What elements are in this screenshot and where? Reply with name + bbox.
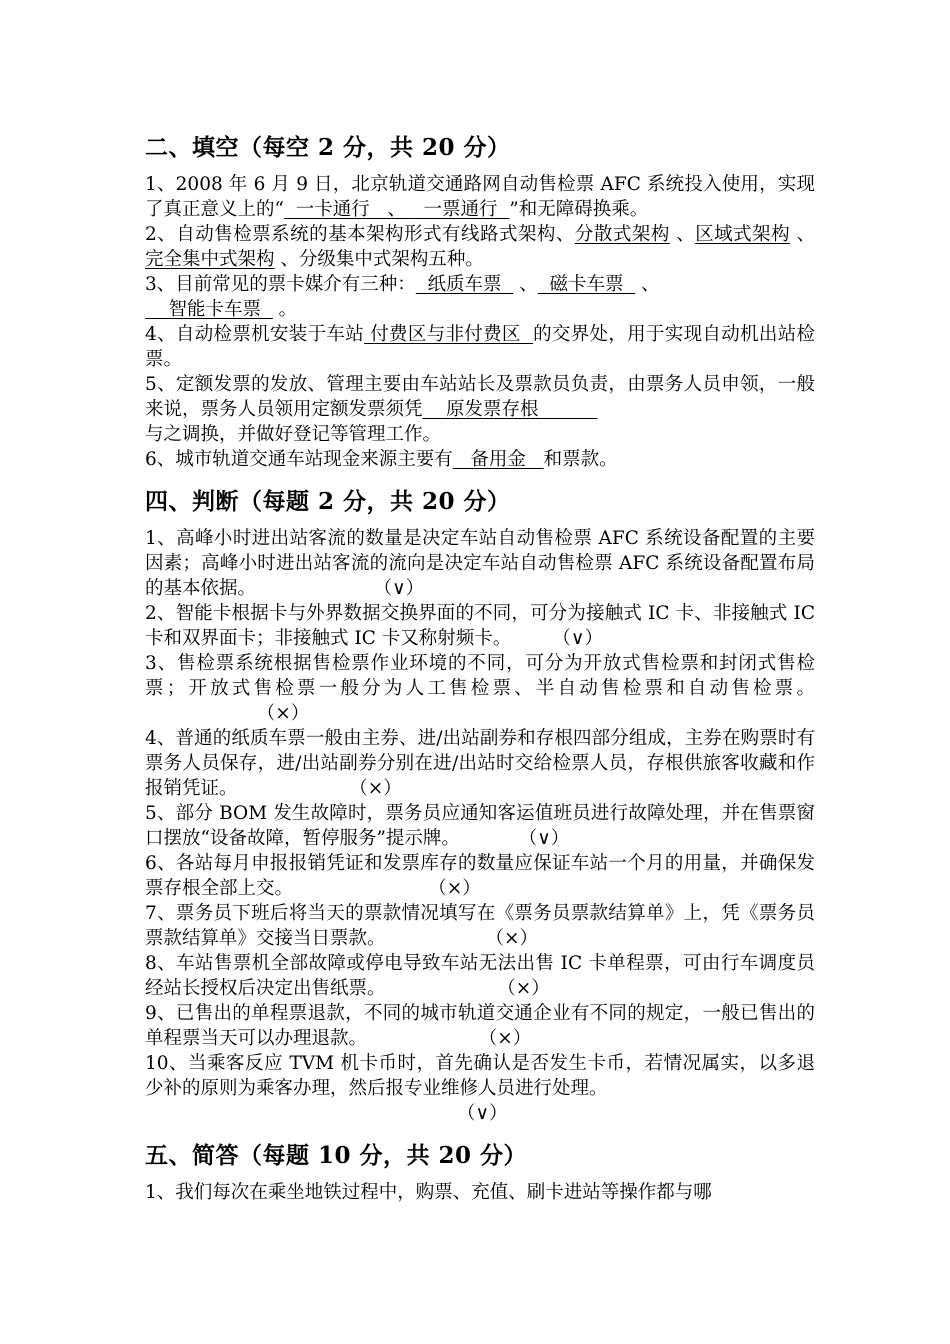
judge-item-mark: （∨）: [457, 1103, 508, 1124]
judge-item-mark: （×）: [428, 878, 481, 899]
fill-question-3: [145, 272, 815, 322]
fill-q4-text: 4、自动检票机安装于车站: [145, 324, 365, 345]
judge-item-3: [145, 651, 815, 726]
judge-item-text: 7、票务员下班后将当天的票款情况填写在《票务员票款结算单》上，凭《票务员票款结算单》交接当日票款。: [145, 903, 815, 949]
judge-item-8: [145, 951, 815, 1001]
fill-q2-text-end: 、分级集中式架构五种。: [274, 249, 484, 270]
judge-item-mark: （∨）: [552, 628, 603, 649]
judge-item-9: [145, 1001, 815, 1051]
fill-q1-answer-b: 一票通行: [411, 199, 510, 220]
fill-q4-text-end: 的交界处，用于实现自动机出站检票。: [145, 324, 815, 370]
fill-q2-answer-a: 分散式架构: [574, 224, 670, 245]
judge-item-mark: （×）: [478, 1028, 532, 1049]
fill-q3-sep1: 、: [513, 274, 538, 295]
judge-item-text: 5、部分 BOM 发生故障时，票务员应通知客运值班员进行故障处理，并在售票窗口摆放“设备故障，暂停服务”提示牌。: [145, 803, 815, 849]
judge-item-text: 8、车站售票机全部故障或停电导致车站无法出售 IC 卡单程票，可由行车调度员经站长授权后决定出售纸票。: [145, 953, 815, 999]
fill-question-1: [145, 172, 815, 222]
judge-item-text: 1、高峰小时进出站客流的数量是决定车站自动售检票 AFC 系统设备配置的主要因素；高峰小时进出站客流的流向是决定车站自动售检票 AFC 系统设备配置布局的基本依据。: [145, 528, 815, 599]
judge-item-7: [145, 901, 815, 951]
fill-q2-sep2: 、: [790, 224, 815, 245]
fill-q3-text-end: 。: [272, 299, 298, 320]
fill-q6-text-end: 和票款。: [543, 449, 618, 470]
judge-item-mark: （×）: [485, 928, 539, 949]
fill-question-5: [145, 372, 815, 447]
fill-q2-text: 2、自动售检票系统的基本架构形式有线路式架构、: [145, 224, 575, 245]
fill-q6-text: 6、城市轨道交通车站现金来源主要有: [145, 449, 453, 470]
fill-question-2: [145, 222, 815, 272]
judge-item-text: 4、普通的纸质车票一般由主券、进/出站副券和存根四部分组成，主券在购票时有票务人员保存，进/出站副券分别在进/出站时交给检票人员，存根供旅客收藏和作报销凭证。: [145, 728, 815, 799]
fill-q5-text-end: 与之调换，并做好登记等管理工作。: [145, 424, 442, 445]
fill-question-4: [145, 322, 815, 372]
fill-q1-text-end: ”和无障碍换乘。: [509, 199, 649, 220]
short-question-1: 1、我们每次在乘坐地铁过程中，购票、充值、刷卡进站等操作都与哪: [145, 1182, 712, 1203]
judge-item-1: [145, 526, 815, 601]
fill-q3-answer-b: 磁卡车票: [537, 274, 636, 295]
document-page: [145, 132, 815, 1205]
fill-q1-separator: 、: [381, 199, 412, 220]
fill-q4-answer: 付费区与非付费区: [364, 324, 534, 345]
judge-item-10: [145, 1051, 815, 1101]
judge-item-5: [145, 801, 815, 851]
fill-q5-answer: 原发票存根: [422, 399, 598, 420]
judge-item-text: 6、各站每月申报报销凭证和发票库存的数量应保证车站一个月的用量，并确保发票存根全部上交。: [145, 853, 815, 899]
section-short-heading: 五、简答（每题 10 分，共 20 分）: [145, 1142, 528, 1169]
section-fill-heading: 二、填空（每空 2 分，共 20 分）: [145, 134, 511, 161]
fill-q2-answer-c: 完全集中式架构: [145, 249, 275, 270]
judge-item-mark: （×）: [349, 778, 402, 799]
judge-item-text: 2、智能卡根据卡与外界数据交换界面的不同，可分为接触式 IC 卡、非接触式 IC 卡和双界面卡；非接触式 IC 卡又称射频卡。: [145, 603, 815, 649]
judge-item-10-mark-line: [145, 1101, 815, 1126]
fill-q3-answer-a: 纸质车票: [415, 274, 514, 295]
judge-item-mark: （×）: [256, 703, 310, 724]
fill-question-6: [145, 447, 815, 472]
judge-item-mark: （∨）: [373, 578, 425, 599]
fill-q3-text: 3、目前常见的票卡媒介有三种：: [145, 274, 416, 295]
judge-item-4: [145, 726, 815, 801]
section-judge-heading: 四、判断（每题 2 分，共 20 分）: [145, 488, 511, 515]
fill-q2-answer-b: 区域式架构: [695, 224, 791, 245]
judge-item-text: 9、已售出的单程票退款，不同的城市轨道交通企业有不同的规定，一般已售出的单程票当天可以办理退款。: [145, 1003, 815, 1049]
judge-item-6: [145, 851, 815, 901]
judge-item-text: 10、当乘客反应 TVM 机卡币时，首先确认是否发生卡币，若情况属实，以多退少补的原则为乘客办理，然后报专业维修人员进行处理。: [145, 1053, 815, 1099]
judge-item-text: 3、售检票系统根据售检票作业环境的不同，可分为开放式售检票和封闭式售检票；开放式售检票一般分为人工售检票、半自动售检票和自动售检票。: [145, 653, 815, 699]
fill-q3-answer-c: 智能卡车票: [145, 299, 273, 320]
fill-q5-text: 5、定额发票的发放、管理主要由车站站长及票款员负责，由票务人员申领，一般来说，票务人员领用定额发票须凭: [145, 374, 815, 420]
fill-q1-text: 1、2008 年 6 月 9 日，北京轨道交通路网自动售检票 AFC 系统投入使用，实现了真正意义上的“: [145, 174, 815, 220]
fill-q3-sep2: 、: [635, 274, 660, 295]
fill-q6-answer: 备用金: [452, 449, 544, 470]
judge-item-mark: （∨）: [518, 828, 570, 849]
fill-q2-sep1: 、: [669, 224, 696, 245]
fill-q1-answer-a: 一卡通行: [283, 199, 382, 220]
judge-item-2: [145, 601, 815, 651]
judge-item-mark: （×）: [497, 978, 550, 999]
